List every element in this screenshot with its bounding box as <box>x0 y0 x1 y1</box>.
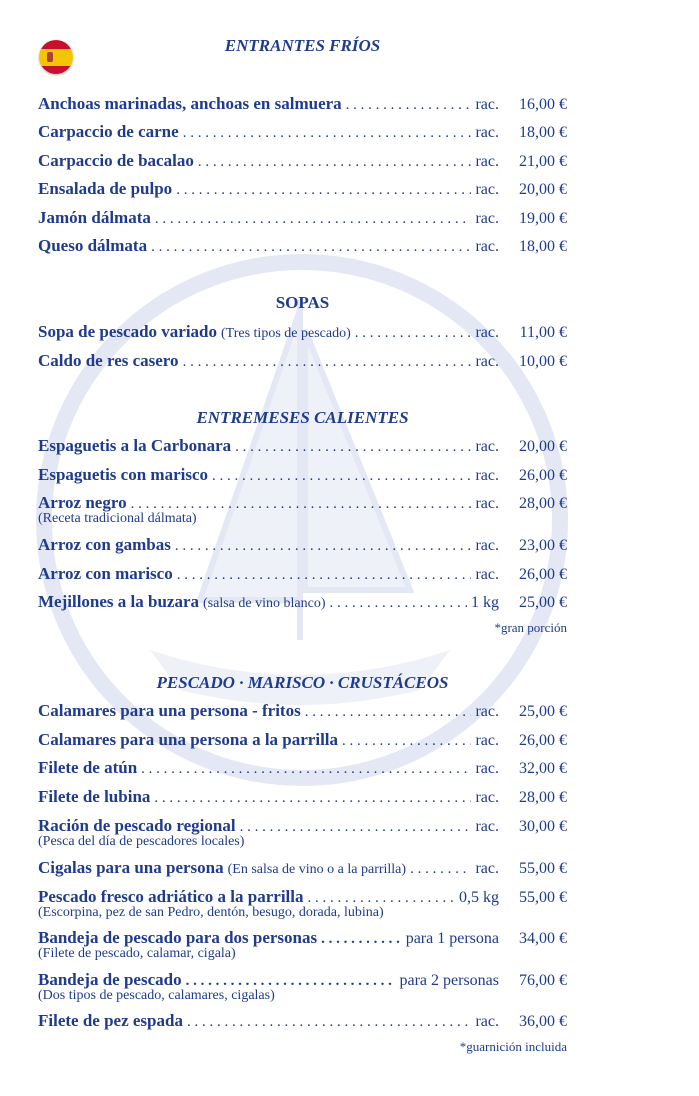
dot-leader <box>176 180 471 200</box>
item-name: Arroz negro <box>38 493 127 512</box>
item-name: Carpaccio de carne <box>38 122 179 141</box>
item-price: 25,00 € <box>519 703 567 720</box>
menu-item-line <box>38 858 567 880</box>
item-name: Jamón dálmata <box>38 208 151 227</box>
item-price: 26,00 € <box>519 467 567 484</box>
dot-leader <box>154 788 471 808</box>
item-name: Calamares para una persona a la parrilla <box>38 730 339 749</box>
menu-item-line <box>38 179 567 200</box>
item-price: 28,00 € <box>519 789 567 806</box>
item-name: Caldo de res casero <box>38 351 179 370</box>
item-unit: rac. <box>475 1013 499 1030</box>
item-unit: rac. <box>475 860 499 877</box>
item-note: (En salsa de vino o a la parrilla) <box>227 862 407 877</box>
item-price: 76,00 € <box>519 972 567 989</box>
section-footnote: *guarnición incluida <box>459 1039 567 1054</box>
dot-leader <box>321 929 402 949</box>
menu-item[interactable] <box>38 465 567 486</box>
menu-item[interactable] <box>38 236 567 257</box>
item-price: 11,00 € <box>519 324 567 341</box>
dot-leader <box>183 123 472 143</box>
item-unit: rac. <box>475 537 499 554</box>
item-name: Bandeja de pescado para dos personas <box>38 928 318 947</box>
dot-leader <box>183 352 472 372</box>
dot-leader <box>346 95 472 115</box>
item-unit: rac. <box>475 124 499 141</box>
dot-leader <box>151 237 471 257</box>
item-price: 26,00 € <box>519 566 567 583</box>
menu-item-line <box>38 730 567 751</box>
menu-item[interactable] <box>38 351 567 372</box>
item-price: 36,00 € <box>519 1013 567 1030</box>
dot-leader <box>342 731 471 751</box>
menu-item-line <box>38 122 567 143</box>
item-price: 19,00 € <box>519 210 567 227</box>
item-price: 10,00 € <box>519 353 567 370</box>
item-name: Filete de atún <box>38 758 138 777</box>
item-price: 18,00 € <box>519 238 567 255</box>
item-price: 34,00 € <box>519 930 567 947</box>
item-unit: 0,5 kg <box>459 889 499 906</box>
item-unit: rac. <box>475 467 499 484</box>
item-note: (salsa de vino blanco) <box>203 596 326 611</box>
item-name: Cigalas para una persona <box>38 858 224 877</box>
menu-item-line <box>38 465 567 486</box>
item-description: (Escorpina, pez de san Pedro, dentón, besugo, dorada, lubina) <box>38 905 384 920</box>
menu-item[interactable] <box>38 701 567 722</box>
item-unit: rac. <box>475 238 499 255</box>
dot-leader <box>235 437 471 457</box>
menu-item[interactable] <box>38 887 567 920</box>
menu-item[interactable] <box>38 592 567 614</box>
menu-item[interactable] <box>38 564 567 585</box>
item-unit: rac. <box>475 495 499 512</box>
item-price: 20,00 € <box>519 181 567 198</box>
menu-item[interactable] <box>38 122 567 143</box>
menu-item[interactable] <box>38 858 567 880</box>
menu-item[interactable] <box>38 322 567 344</box>
item-price: 16,00 € <box>519 96 567 113</box>
item-price: 18,00 € <box>519 124 567 141</box>
item-price: 28,00 € <box>519 495 567 512</box>
item-unit: rac. <box>475 703 499 720</box>
dot-leader <box>355 323 472 343</box>
item-name: Arroz con marisco <box>38 564 173 583</box>
dot-leader <box>240 817 472 837</box>
menu-item-line <box>38 758 567 779</box>
item-description: (Pesca del día de pescadores locales) <box>38 834 245 849</box>
item-unit: rac. <box>475 324 499 341</box>
item-price: 30,00 € <box>519 818 567 835</box>
item-unit: 1 kg <box>471 594 499 611</box>
dot-leader <box>212 466 471 486</box>
item-name: Calamares para una persona - fritos <box>38 701 301 720</box>
item-unit: rac. <box>475 210 499 227</box>
item-name: Anchoas marinadas, anchoas en salmuera <box>38 94 342 113</box>
menu-item-line <box>38 351 567 372</box>
menu-item-line <box>38 564 567 585</box>
item-price: 23,00 € <box>519 537 567 554</box>
item-name: Mejillones a la buzara <box>38 592 200 611</box>
section-title: ENTRANTES FRÍOS <box>224 36 381 55</box>
dot-leader <box>305 702 472 722</box>
menu-item-line <box>38 1011 567 1032</box>
dot-leader <box>329 593 467 613</box>
item-unit: para 2 personas <box>399 972 499 989</box>
menu-item[interactable] <box>38 208 567 229</box>
menu-item[interactable] <box>38 970 567 1003</box>
item-price: 32,00 € <box>519 760 567 777</box>
menu-item[interactable] <box>38 816 567 849</box>
dot-leader <box>410 859 471 879</box>
item-name: Bandeja de pescado <box>38 970 182 989</box>
menu-item[interactable] <box>38 787 567 808</box>
item-price: 26,00 € <box>519 732 567 749</box>
section-title: ENTREMESES CALIENTES <box>196 408 409 427</box>
item-note: (Tres tipos de pescado) <box>221 326 351 341</box>
dot-leader <box>141 759 471 779</box>
item-unit: rac. <box>475 438 499 455</box>
menu-item[interactable] <box>38 151 567 172</box>
dot-leader <box>187 1012 472 1032</box>
menu-item-line <box>38 151 567 172</box>
item-name: Filete de lubina <box>38 787 151 806</box>
item-name: Arroz con gambas <box>38 535 171 554</box>
item-name: Sopa de pescado variado <box>38 322 217 341</box>
item-name: Ración de pescado regional <box>38 816 236 835</box>
menu-item-line <box>38 592 567 614</box>
section-title: PESCADO · MARISCO · CRUSTÁCEOS <box>156 673 449 692</box>
menu-item[interactable] <box>38 1011 567 1032</box>
menu-item-line <box>38 535 567 556</box>
menu-item[interactable] <box>38 535 567 556</box>
item-unit: rac. <box>475 566 499 583</box>
item-name: Espaguetis con marisco <box>38 465 208 484</box>
item-unit: rac. <box>475 153 499 170</box>
dot-leader <box>177 565 472 585</box>
menu-item[interactable] <box>38 493 567 526</box>
menu-item-line <box>38 436 567 457</box>
item-description: (Receta tradicional dálmata) <box>38 511 197 526</box>
item-unit: rac. <box>475 818 499 835</box>
dot-leader <box>175 536 472 556</box>
menu-item[interactable] <box>38 94 567 115</box>
section-title: SOPAS <box>275 293 330 312</box>
item-name: Filete de pez espada <box>38 1011 183 1030</box>
dot-leader <box>155 209 472 229</box>
item-unit: rac. <box>475 181 499 198</box>
item-description: (Dos tipos de pescado, calamares, cigalas) <box>38 988 275 1003</box>
item-unit: rac. <box>475 789 499 806</box>
menu-item-line <box>38 94 567 115</box>
item-name: Queso dálmata <box>38 236 148 255</box>
menu-item[interactable] <box>38 730 567 751</box>
item-unit: rac. <box>475 760 499 777</box>
menu-item-line <box>38 322 567 344</box>
section-footnote: *gran porción <box>494 620 567 635</box>
menu-item[interactable] <box>38 928 567 961</box>
item-name: Ensalada de pulpo <box>38 179 173 198</box>
menu-item[interactable] <box>38 758 567 779</box>
menu-item-line <box>38 787 567 808</box>
item-name: Espaguetis a la Carbonara <box>38 436 232 455</box>
menu-item[interactable] <box>38 436 567 457</box>
item-name: Pescado fresco adriático a la parrilla <box>38 887 304 906</box>
item-unit: rac. <box>475 732 499 749</box>
item-name: Carpaccio de bacalao <box>38 151 194 170</box>
menu-item-line <box>38 236 567 257</box>
item-unit: rac. <box>475 353 499 370</box>
dot-leader <box>198 152 472 172</box>
menu-item-line <box>38 701 567 722</box>
menu-item-line <box>38 208 567 229</box>
item-unit: para 1 persona <box>405 930 499 947</box>
item-price: 20,00 € <box>519 438 567 455</box>
item-price: 55,00 € <box>519 889 567 906</box>
item-price: 21,00 € <box>519 153 567 170</box>
item-unit: rac. <box>475 96 499 113</box>
menu-item[interactable] <box>38 179 567 200</box>
item-price: 55,00 € <box>519 860 567 877</box>
item-price: 25,00 € <box>519 594 567 611</box>
item-description: (Filete de pescado, calamar, cigala) <box>38 946 236 961</box>
